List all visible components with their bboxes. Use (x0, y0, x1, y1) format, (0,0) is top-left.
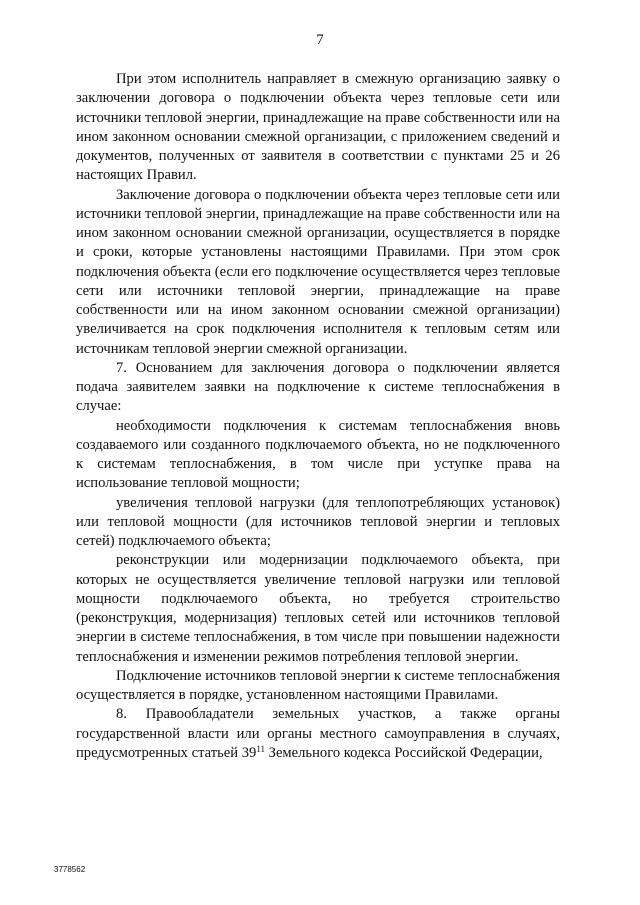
paragraph-8-text: 8. Правообладатели земельных участков, а также органы государственной власти или органы местного самоуправления в случаях, предусмотренных статьей 39 (76, 706, 560, 761)
paragraph-4: необходимости подключения к системам теплоснабжения вновь создаваемого или созданного подключаемого объекта, но не подключенного к системам теплоснабжения, в том числе при уступке права на использование тепловой мощности; (76, 417, 560, 492)
page-number: 7 (316, 32, 324, 48)
paragraph-5: увеличения тепловой нагрузки (для теплопотребляющих установок) или тепловой мощности (для источников тепловой энергии и тепловых сетей) подключаемого объекта; (76, 494, 560, 549)
paragraph-6: реконструкции или модернизации подключаемого объекта, при которых не осуществляется увеличение тепловой нагрузки или тепловой мощности подключаемого объекта, но требуется строительство (реконструкция, модернизация) тепловых сетей или источников тепловой энергии в системе теплоснабжения, в том числе при повышении надежности теплоснабжения и изменении режимов потребления тепловой энергии. (76, 552, 560, 665)
paragraph-8 (76, 705, 560, 763)
article-superscript: 11 (256, 743, 265, 754)
paragraph-7: Подключение источников тепловой энергии к системе теплоснабжения осуществляется в порядке, установленном настоящими Правилами. (76, 667, 560, 703)
paragraph-1: При этом исполнитель направляет в смежную организацию заявку о заключении договора о подключении объекта через тепловые сети или источники тепловой энергии, принадлежащие на праве собственности или на ином законном основании смежной организации, с приложением сведений и документов, полученных от заявителя в соответствии с пунктами 25 и 26 настоящих Правил. (76, 71, 560, 184)
paragraph-2: Заключение договора о подключении объекта через тепловые сети или источники тепловой энергии, принадлежащие на праве собственности или на ином законном основании смежной организации, осуществляется в порядке и сроки, которые установлены настоящими Правилами. При этом срок подключения объекта (если его подключение осуществляется через тепловые сети или источники тепловой энергии, принадлежащие на праве собственности или на ином законном основании смежной организации) увеличивается на срок подключения исполнителя к тепловым сетям или источникам тепловой энергии смежной организации. (76, 186, 560, 357)
document-id: 3778562 (54, 865, 86, 874)
document-body (76, 70, 560, 763)
paragraph-8-text-end: Земельного кодекса Российской Федерации, (265, 744, 543, 761)
paragraph-3: 7. Основанием для заключения договора о подключении является подача заявителем заявки на подключение к системе теплоснабжения в случае: (76, 359, 560, 415)
